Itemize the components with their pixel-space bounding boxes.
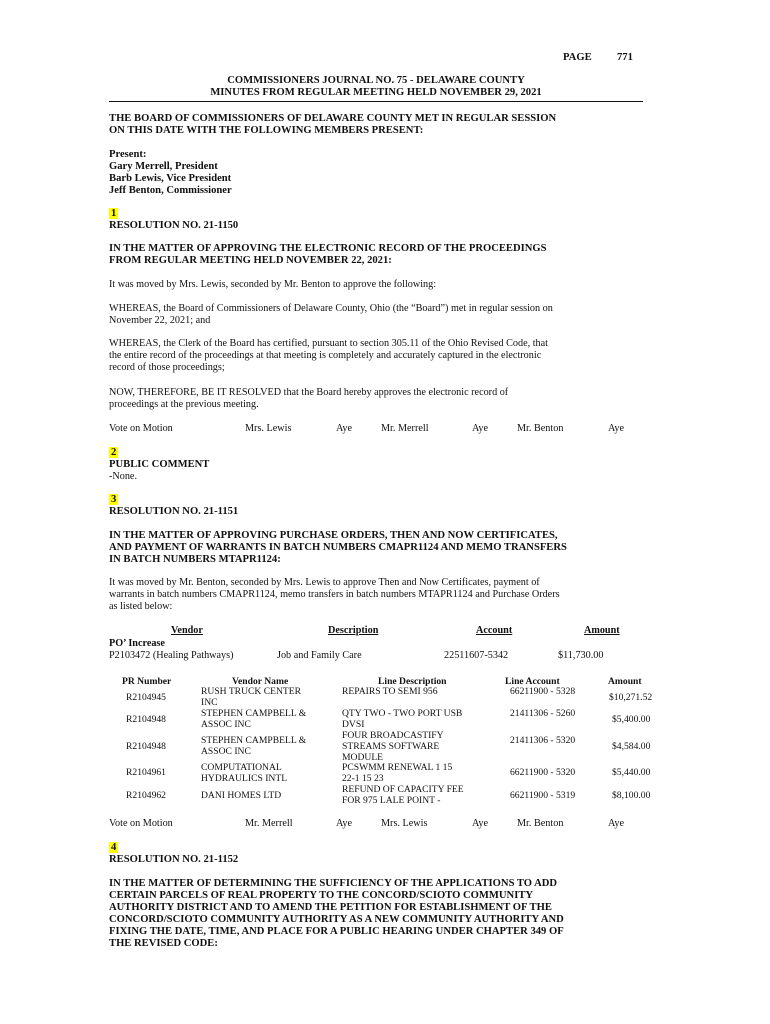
whereas-clause: the entire record of the proceedings at that meeting is completely and accurately captured in the electronic bbox=[109, 350, 542, 361]
resolution-number: RESOLUTION NO. 21-1150 bbox=[109, 220, 239, 231]
resolution-title-line: IN BATCH NUMBERS MTAPR1124: bbox=[109, 554, 281, 565]
pr-description-line: DVSI bbox=[342, 719, 365, 730]
member-commissioner: Jeff Benton, Commissioner bbox=[109, 185, 232, 196]
pr-vendor-line: COMPUTATIONAL bbox=[201, 762, 282, 773]
item-number-highlight: 2 bbox=[111, 447, 117, 458]
po-header-vendor: Vendor bbox=[171, 625, 203, 636]
public-comment-body: -None. bbox=[109, 471, 138, 482]
item-number-highlight: 4 bbox=[111, 842, 117, 853]
pr-description-line: REPAIRS TO SEMI 956 bbox=[342, 686, 438, 697]
pr-vendor-line: ASSOC INC bbox=[201, 746, 251, 757]
item-number-3 bbox=[109, 494, 118, 506]
member-president: Gary Merrell, President bbox=[109, 161, 218, 172]
whereas-clause: WHEREAS, the Clerk of the Board has certified, pursuant to section 305.11 of the Ohio Revised Code, that bbox=[109, 338, 549, 349]
resolution-number: RESOLUTION NO. 21-1152 bbox=[109, 854, 239, 865]
resolution-title-line: CERTAIN PARCELS OF REAL PROPERTY TO THE CONCORD/SCIOTO COMMUNITY bbox=[109, 890, 534, 901]
pr-header-vendor: Vendor Name bbox=[232, 676, 289, 687]
vote-member: Mrs. Lewis bbox=[381, 818, 428, 829]
vote-value: Aye bbox=[608, 423, 625, 434]
pr-amount: $5,440.00 bbox=[612, 767, 651, 778]
vote-member: Mr. Benton bbox=[517, 423, 564, 434]
vote-value: Aye bbox=[472, 818, 489, 829]
pr-account: 21411306 - 5260 bbox=[510, 708, 576, 719]
po-header-amount: Amount bbox=[584, 625, 620, 636]
motion-text: It was moved by Mr. Benton, seconded by Mrs. Lewis to approve Then and Now Certificates, payment of bbox=[109, 577, 540, 588]
pr-number: R2104948 bbox=[126, 741, 166, 752]
item-number-highlight: 3 bbox=[111, 494, 117, 505]
item-number-2 bbox=[109, 447, 118, 459]
po-description: Job and Family Care bbox=[277, 650, 362, 661]
pr-account: 66211900 - 5319 bbox=[510, 790, 576, 801]
present-label: Present: bbox=[109, 149, 147, 160]
journal-title: COMMISSIONERS JOURNAL NO. 75 - DELAWARE COUNTY bbox=[227, 75, 525, 86]
pr-description-line: FOUR BROADCASTIFY bbox=[342, 730, 444, 741]
item-number-4 bbox=[109, 842, 118, 854]
resolution-title-line: IN THE MATTER OF DETERMINING THE SUFFICIENCY OF THE APPLICATIONS TO ADD bbox=[109, 878, 558, 889]
resolved-clause: proceedings at the previous meeting. bbox=[109, 399, 259, 410]
resolution-title-line: FROM REGULAR MEETING HELD NOVEMBER 22, 2021: bbox=[109, 255, 392, 266]
pr-description-line: MODULE bbox=[342, 752, 384, 763]
intro-line-1: THE BOARD OF COMMISSIONERS OF DELAWARE COUNTY MET IN REGULAR SESSION bbox=[109, 113, 557, 124]
vote-member: Mrs. Lewis bbox=[245, 423, 292, 434]
motion-text: warrants in batch numbers CMAPR1124, memo transfers in batch numbers MTAPR1124 and Purchase Orders bbox=[109, 589, 560, 600]
pr-vendor-line: STEPHEN CAMPBELL & bbox=[201, 735, 307, 746]
pr-vendor-line: STEPHEN CAMPBELL & bbox=[201, 708, 307, 719]
po-header-account: Account bbox=[476, 625, 513, 636]
whereas-clause: November 22, 2021; and bbox=[109, 315, 211, 326]
pr-description-line: 22-1 15 23 bbox=[342, 773, 384, 784]
member-vice-president: Barb Lewis, Vice President bbox=[109, 173, 232, 184]
pr-vendor-line: ASSOC INC bbox=[201, 719, 251, 730]
pr-vendor-line: DANI HOMES LTD bbox=[201, 790, 282, 801]
pr-description-line: PCSWMM RENEWAL 1 15 bbox=[342, 762, 453, 773]
whereas-clause: record of those proceedings; bbox=[109, 362, 225, 373]
motion-text: as listed below: bbox=[109, 601, 173, 612]
pr-amount: $10,271.52 bbox=[609, 692, 653, 703]
po-account: 22511607-5342 bbox=[444, 650, 509, 661]
pr-header-number: PR Number bbox=[122, 676, 172, 687]
resolution-title-line: AND PAYMENT OF WARRANTS IN BATCH NUMBERS CMAPR1124 AND MEMO TRANSFERS bbox=[109, 542, 567, 553]
page-label: PAGE bbox=[563, 52, 592, 63]
pr-number: R2104961 bbox=[126, 767, 166, 778]
motion-text: It was moved by Mrs. Lewis, seconded by Mr. Benton to approve the following: bbox=[109, 279, 437, 290]
vote-label: Vote on Motion bbox=[109, 818, 173, 829]
resolution-title-line: AUTHORITY DISTRICT AND TO AMEND THE PETITION FOR ESTABLISHMENT OF THE bbox=[109, 902, 552, 913]
vote-value: Aye bbox=[608, 818, 625, 829]
resolution-title-line: FIXING THE DATE, TIME, AND PLACE FOR A PUBLIC HEARING UNDER CHAPTER 349 OF bbox=[109, 926, 564, 937]
header-rule bbox=[109, 101, 643, 102]
pr-amount: $8,100.00 bbox=[612, 790, 651, 801]
vote-member: Mr. Merrell bbox=[245, 818, 293, 829]
resolved-clause: NOW, THEREFORE, BE IT RESOLVED that the Board hereby approves the electronic record of bbox=[109, 387, 509, 398]
pr-vendor-line: HYDRAULICS INTL bbox=[201, 773, 288, 784]
item-number-highlight: 1 bbox=[111, 208, 117, 219]
pr-description-line: QTY TWO - TWO PORT USB bbox=[342, 708, 463, 719]
po-amount: $11,730.00 bbox=[558, 650, 604, 661]
vote-value: Aye bbox=[336, 423, 353, 434]
pr-description-line: FOR 975 LALE POINT - bbox=[342, 795, 441, 806]
pr-number: R2104962 bbox=[126, 790, 166, 801]
pr-vendor-line: RUSH TRUCK CENTER bbox=[201, 686, 302, 697]
pr-account: 66211900 - 5328 bbox=[510, 686, 576, 697]
resolution-title-line: THE REVISED CODE: bbox=[109, 938, 218, 949]
pr-account: 21411306 - 5320 bbox=[510, 735, 576, 746]
pr-description-line: REFUND OF CAPACITY FEE bbox=[342, 784, 464, 795]
journal-subtitle: MINUTES FROM REGULAR MEETING HELD NOVEMBER 29, 2021 bbox=[210, 87, 542, 98]
po-vendor: P2103472 (Healing Pathways) bbox=[109, 650, 234, 661]
resolution-title-line: CONCORD/SCIOTO COMMUNITY AUTHORITY AS A NEW COMMUNITY AUTHORITY AND bbox=[109, 914, 564, 925]
po-section-label: PO’ Increase bbox=[109, 638, 165, 649]
vote-member: Mr. Merrell bbox=[381, 423, 429, 434]
pr-amount: $4,584.00 bbox=[612, 741, 651, 752]
intro-line-2: ON THIS DATE WITH THE FOLLOWING MEMBERS PRESENT: bbox=[109, 125, 424, 136]
pr-header-description: Line Description bbox=[378, 676, 447, 687]
whereas-clause: WHEREAS, the Board of Commissioners of Delaware County, Ohio (the “Board”) met in regular session on bbox=[109, 303, 553, 314]
item-number-1 bbox=[109, 208, 118, 220]
vote-member: Mr. Benton bbox=[517, 818, 564, 829]
pr-header-amount: Amount bbox=[608, 676, 642, 687]
vote-label: Vote on Motion bbox=[109, 423, 173, 434]
pr-header-account: Line Account bbox=[505, 676, 560, 687]
public-comment-title: PUBLIC COMMENT bbox=[109, 459, 210, 470]
resolution-title-line: IN THE MATTER OF APPROVING PURCHASE ORDERS, THEN AND NOW CERTIFICATES, bbox=[109, 530, 558, 541]
vote-value: Aye bbox=[336, 818, 353, 829]
page-number: 771 bbox=[617, 52, 633, 63]
vote-value: Aye bbox=[472, 423, 489, 434]
resolution-number: RESOLUTION NO. 21-1151 bbox=[109, 506, 239, 517]
pr-amount: $5,400.00 bbox=[612, 714, 651, 725]
resolution-title-line: IN THE MATTER OF APPROVING THE ELECTRONIC RECORD OF THE PROCEEDINGS bbox=[109, 243, 547, 254]
pr-number: R2104948 bbox=[126, 714, 166, 725]
po-header-description: Description bbox=[328, 625, 379, 636]
pr-description-line: STREAMS SOFTWARE bbox=[342, 741, 440, 752]
pr-number: R2104945 bbox=[126, 692, 166, 703]
pr-account: 66211900 - 5320 bbox=[510, 767, 576, 778]
pr-vendor-line: INC bbox=[201, 697, 218, 708]
